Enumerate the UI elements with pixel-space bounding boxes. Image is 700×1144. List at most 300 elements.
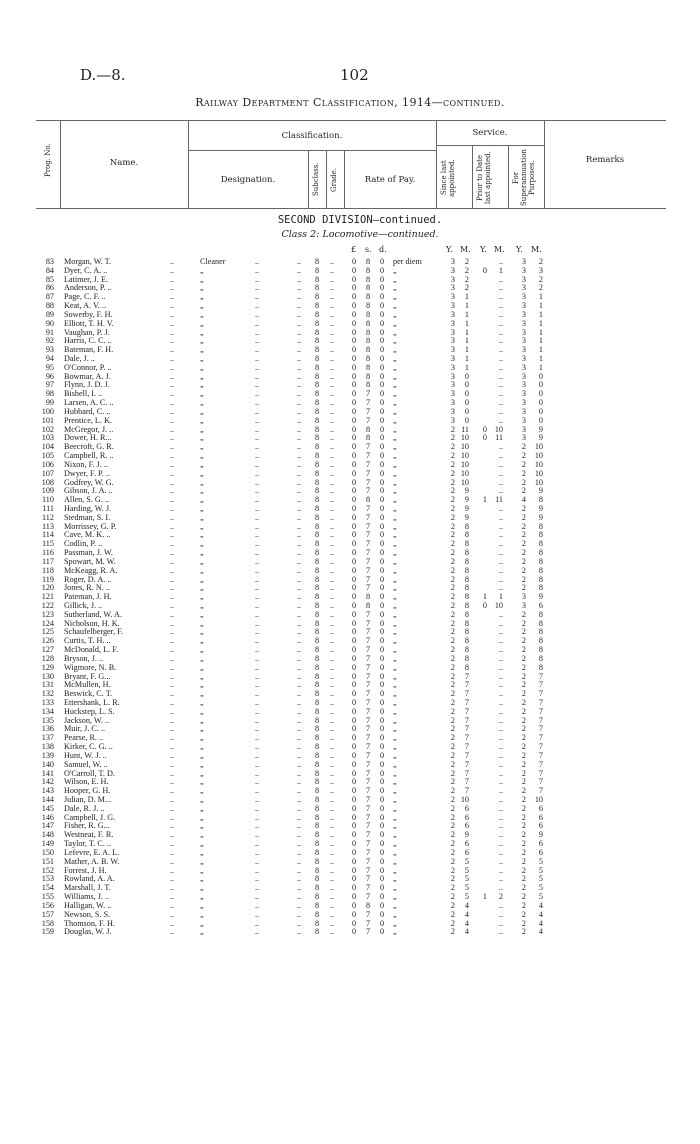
prior-months: .. bbox=[498, 812, 503, 822]
leader-dots: .. bbox=[330, 433, 335, 443]
pay-pence: 0 bbox=[380, 909, 385, 919]
pay-pounds: 0 bbox=[352, 503, 357, 513]
leader-dots: .. bbox=[297, 556, 302, 566]
leader-dots: .. bbox=[297, 592, 302, 602]
prior-months: .. bbox=[498, 442, 503, 452]
table-row bbox=[0, 857, 700, 866]
subclass: 8 bbox=[315, 583, 320, 593]
since-last-years: 2 bbox=[450, 759, 455, 769]
prior-months: .. bbox=[498, 777, 503, 787]
prior-months: 11 bbox=[495, 495, 503, 505]
pay-pounds: 0 bbox=[352, 327, 357, 337]
since-last-months: 10 bbox=[460, 459, 469, 469]
pay-shillings: 7 bbox=[366, 583, 371, 593]
prog-no: 95 bbox=[45, 362, 54, 372]
subclass: 8 bbox=[315, 662, 320, 672]
designation: „ bbox=[200, 768, 204, 778]
staff-name: Campbell, J. G. bbox=[64, 812, 116, 822]
pay-shillings: 7 bbox=[366, 671, 371, 681]
super-years: 2 bbox=[521, 812, 526, 822]
leader-dots: .. bbox=[330, 830, 335, 840]
super-years: 3 bbox=[521, 424, 526, 434]
super-years: 2 bbox=[521, 636, 526, 646]
prior-months: .. bbox=[498, 636, 503, 646]
designation: „ bbox=[200, 847, 204, 857]
leader-dots: .. bbox=[255, 689, 260, 699]
subclass: 8 bbox=[315, 398, 320, 408]
leader-dots: .. bbox=[170, 371, 175, 381]
designation: „ bbox=[200, 592, 204, 602]
super-years: 3 bbox=[521, 433, 526, 443]
leader-dots: .. bbox=[297, 442, 302, 452]
since-last-years: 2 bbox=[450, 548, 455, 558]
leader-dots: .. bbox=[297, 856, 302, 866]
pay-period: „ bbox=[393, 847, 397, 857]
prog-no: 84 bbox=[45, 265, 54, 275]
leader-dots: .. bbox=[255, 354, 260, 364]
leader-dots: .. bbox=[330, 468, 335, 478]
pay-pounds: 0 bbox=[352, 883, 357, 893]
subclass-header: Subclass. bbox=[312, 162, 320, 196]
subclass: 8 bbox=[315, 433, 320, 443]
leader-dots: .. bbox=[330, 671, 335, 681]
table-row bbox=[0, 486, 700, 495]
since-last-months: 0 bbox=[464, 398, 469, 408]
pay-period: „ bbox=[393, 451, 397, 461]
super-months: 9 bbox=[538, 592, 543, 602]
since-last-months: 10 bbox=[460, 451, 469, 461]
pay-shillings: 7 bbox=[366, 706, 371, 716]
staff-name: Campbell, R. .. bbox=[64, 451, 114, 461]
designation: „ bbox=[200, 530, 204, 540]
staff-name: Harris, C. C. .. bbox=[64, 336, 112, 346]
prog-no: 83 bbox=[45, 257, 54, 266]
prior-months: .. bbox=[498, 389, 503, 399]
pay-pence: 0 bbox=[380, 750, 385, 760]
leader-dots: .. bbox=[297, 812, 302, 822]
leader-dots: .. bbox=[330, 918, 335, 928]
leader-dots: .. bbox=[297, 768, 302, 778]
super-years: 3 bbox=[521, 327, 526, 337]
prog-no: 93 bbox=[45, 345, 54, 355]
since-last-months: 9 bbox=[464, 512, 469, 522]
since-last-months: 5 bbox=[464, 874, 469, 884]
table-row bbox=[0, 266, 700, 275]
designation: „ bbox=[200, 433, 204, 443]
pay-period: „ bbox=[393, 821, 397, 831]
leader-dots: .. bbox=[330, 742, 335, 752]
leader-dots: .. bbox=[170, 451, 175, 461]
pay-period: „ bbox=[393, 309, 397, 319]
since-last-years: 2 bbox=[450, 627, 455, 637]
leader-dots: .. bbox=[255, 918, 260, 928]
designation: „ bbox=[200, 283, 204, 293]
prog-no: 118 bbox=[42, 565, 54, 575]
table-row bbox=[0, 478, 700, 487]
since-last-years: 2 bbox=[450, 592, 455, 602]
pay-pence: 0 bbox=[380, 627, 385, 637]
super-months: 8 bbox=[538, 653, 543, 663]
since-last-years: 3 bbox=[450, 257, 455, 266]
subclass: 8 bbox=[315, 742, 320, 752]
super-months: 8 bbox=[538, 662, 543, 672]
leader-dots: .. bbox=[255, 318, 260, 328]
since-last-years: 2 bbox=[450, 609, 455, 619]
super-years: 2 bbox=[521, 662, 526, 672]
super-months: 8 bbox=[538, 627, 543, 637]
prior-months: .. bbox=[498, 786, 503, 796]
prog-no: 107 bbox=[41, 468, 54, 478]
super-months: 1 bbox=[538, 354, 543, 364]
prog-no: 85 bbox=[45, 274, 54, 284]
subclass: 8 bbox=[315, 327, 320, 337]
staff-name: Dower, H. R... bbox=[64, 433, 112, 443]
super-years: 3 bbox=[521, 283, 526, 293]
since-last-years: 3 bbox=[450, 362, 455, 372]
prog-no: 105 bbox=[41, 451, 54, 461]
leader-dots: .. bbox=[170, 909, 175, 919]
pay-pounds: 0 bbox=[352, 512, 357, 522]
leader-dots: .. bbox=[255, 636, 260, 646]
leader-dots: .. bbox=[255, 565, 260, 575]
leader-dots: .. bbox=[255, 768, 260, 778]
super-years: 2 bbox=[521, 733, 526, 743]
super-years: 3 bbox=[521, 415, 526, 425]
designation: „ bbox=[200, 812, 204, 822]
table-row bbox=[0, 927, 700, 936]
leader-dots: .. bbox=[330, 653, 335, 663]
super-years: 2 bbox=[521, 583, 526, 593]
table-row bbox=[0, 786, 700, 795]
super-months: 7 bbox=[538, 680, 543, 690]
staff-name: Hunt, W. J. .. bbox=[64, 750, 107, 760]
super-months: 6 bbox=[538, 803, 543, 813]
super-months: 1 bbox=[538, 301, 543, 311]
pay-shillings: 8 bbox=[366, 354, 371, 364]
super-years: 2 bbox=[521, 442, 526, 452]
unit-years: Y. bbox=[446, 245, 453, 254]
pay-period: „ bbox=[393, 662, 397, 672]
leader-dots: .. bbox=[170, 812, 175, 822]
table-row bbox=[0, 813, 700, 822]
pay-period: „ bbox=[393, 301, 397, 311]
pay-period: „ bbox=[393, 900, 397, 910]
subclass: 8 bbox=[315, 689, 320, 699]
leader-dots: .. bbox=[255, 662, 260, 672]
since-last-years: 2 bbox=[450, 539, 455, 549]
leader-dots: .. bbox=[170, 750, 175, 760]
staff-name: Morgan, W. T. bbox=[64, 257, 112, 266]
table-row bbox=[0, 398, 700, 407]
prior-months: .. bbox=[498, 468, 503, 478]
leader-dots: .. bbox=[170, 733, 175, 743]
prog-no: 99 bbox=[45, 398, 54, 408]
pay-pounds: 0 bbox=[352, 839, 357, 849]
pay-period: „ bbox=[393, 803, 397, 813]
leader-dots: .. bbox=[330, 733, 335, 743]
pay-pounds: 0 bbox=[352, 759, 357, 769]
since-last-years: 2 bbox=[450, 503, 455, 513]
pay-shillings: 8 bbox=[366, 327, 371, 337]
super-months: 7 bbox=[538, 742, 543, 752]
leader-dots: .. bbox=[170, 645, 175, 655]
prog-no: 113 bbox=[42, 521, 54, 531]
subclass: 8 bbox=[315, 345, 320, 355]
pay-pence: 0 bbox=[380, 759, 385, 769]
prior-months: .. bbox=[498, 477, 503, 487]
leader-dots: .. bbox=[170, 680, 175, 690]
pay-period: „ bbox=[393, 750, 397, 760]
super-months: 7 bbox=[538, 768, 543, 778]
pay-pence: 0 bbox=[380, 556, 385, 566]
leader-dots: .. bbox=[255, 839, 260, 849]
designation: „ bbox=[200, 706, 204, 716]
since-last-months: 2 bbox=[464, 283, 469, 293]
designation: „ bbox=[200, 786, 204, 796]
designation: „ bbox=[200, 389, 204, 399]
super-months: 4 bbox=[538, 900, 543, 910]
designation: „ bbox=[200, 345, 204, 355]
table-row bbox=[0, 751, 700, 760]
since-last-years: 2 bbox=[450, 865, 455, 875]
table-row bbox=[0, 425, 700, 434]
prior-months: .. bbox=[498, 556, 503, 566]
designation: „ bbox=[200, 583, 204, 593]
subclass: 8 bbox=[315, 486, 320, 496]
subclass: 8 bbox=[315, 830, 320, 840]
leader-dots: .. bbox=[255, 265, 260, 275]
prog-no: 114 bbox=[42, 530, 54, 540]
leader-dots: .. bbox=[170, 406, 175, 416]
staff-name: Bowmar, A. J. bbox=[64, 371, 111, 381]
since-last-months: 1 bbox=[464, 354, 469, 364]
since-last-years: 2 bbox=[450, 451, 455, 461]
leader-dots: .. bbox=[255, 442, 260, 452]
super-months: 1 bbox=[538, 345, 543, 355]
staff-name: Mather, A. B. W. bbox=[64, 856, 120, 866]
leader-dots: .. bbox=[170, 380, 175, 390]
leader-dots: .. bbox=[255, 609, 260, 619]
super-years: 2 bbox=[521, 847, 526, 857]
super-months: 6 bbox=[538, 847, 543, 857]
leader-dots: .. bbox=[255, 433, 260, 443]
table-row bbox=[0, 866, 700, 875]
table-row bbox=[0, 724, 700, 733]
since-last-months: 7 bbox=[464, 786, 469, 796]
super-years: 2 bbox=[521, 459, 526, 469]
subclass: 8 bbox=[315, 451, 320, 461]
leader-dots: .. bbox=[255, 856, 260, 866]
since-last-months: 8 bbox=[464, 539, 469, 549]
since-last-years: 2 bbox=[450, 883, 455, 893]
leader-dots: .. bbox=[297, 742, 302, 752]
prog-no: 149 bbox=[41, 839, 54, 849]
leader-dots: .. bbox=[255, 257, 260, 266]
pay-period: „ bbox=[393, 653, 397, 663]
leader-dots: .. bbox=[330, 786, 335, 796]
unit-shillings: s. bbox=[365, 245, 372, 254]
leader-dots: .. bbox=[170, 433, 175, 443]
pay-pounds: 0 bbox=[352, 812, 357, 822]
pay-pence: 0 bbox=[380, 900, 385, 910]
prog-no-header: Prog. No. bbox=[44, 143, 52, 177]
table-row bbox=[0, 539, 700, 548]
staff-name: Schaufelberger, F. bbox=[64, 627, 124, 637]
super-years: 2 bbox=[521, 768, 526, 778]
pay-pence: 0 bbox=[380, 795, 385, 805]
leader-dots: .. bbox=[255, 592, 260, 602]
pay-shillings: 8 bbox=[366, 592, 371, 602]
designation: „ bbox=[200, 451, 204, 461]
prog-no: 104 bbox=[41, 442, 54, 452]
super-months: 4 bbox=[538, 909, 543, 919]
leader-dots: .. bbox=[330, 680, 335, 690]
prior-months: .. bbox=[498, 645, 503, 655]
since-last-years: 2 bbox=[450, 830, 455, 840]
pay-pounds: 0 bbox=[352, 495, 357, 505]
designation: „ bbox=[200, 495, 204, 505]
super-years: 3 bbox=[521, 354, 526, 364]
pay-period: „ bbox=[393, 283, 397, 293]
leader-dots: .. bbox=[297, 362, 302, 372]
leader-dots: .. bbox=[170, 689, 175, 699]
leader-dots: .. bbox=[330, 556, 335, 566]
since-last-months: 7 bbox=[464, 750, 469, 760]
table-row bbox=[0, 301, 700, 310]
pay-pounds: 0 bbox=[352, 274, 357, 284]
prog-no: 90 bbox=[45, 318, 54, 328]
super-months: 6 bbox=[538, 812, 543, 822]
leader-dots: .. bbox=[255, 645, 260, 655]
super-years: 2 bbox=[521, 530, 526, 540]
super-years: 2 bbox=[521, 918, 526, 928]
leader-dots: .. bbox=[330, 909, 335, 919]
pay-pounds: 0 bbox=[352, 618, 357, 628]
since-last-months: 0 bbox=[464, 371, 469, 381]
subclass: 8 bbox=[315, 415, 320, 425]
pay-shillings: 7 bbox=[366, 724, 371, 734]
leader-dots: .. bbox=[330, 600, 335, 610]
super-months: 9 bbox=[538, 486, 543, 496]
table-row bbox=[0, 760, 700, 769]
designation: „ bbox=[200, 680, 204, 690]
leader-dots: .. bbox=[255, 539, 260, 549]
leader-dots: .. bbox=[330, 609, 335, 619]
table-row bbox=[0, 592, 700, 601]
staff-name: Sowerby, F. H. bbox=[64, 309, 113, 319]
since-last-years: 2 bbox=[450, 645, 455, 655]
prog-no: 121 bbox=[41, 592, 54, 602]
since-last-years: 2 bbox=[450, 459, 455, 469]
pay-shillings: 7 bbox=[366, 786, 371, 796]
service-header: Service. bbox=[472, 128, 508, 138]
staff-name: Page, C. F. .. bbox=[64, 292, 106, 302]
subclass: 8 bbox=[315, 424, 320, 434]
prog-no: 120 bbox=[41, 583, 54, 593]
leader-dots: .. bbox=[170, 821, 175, 831]
prior-months: .. bbox=[498, 371, 503, 381]
since-last-years: 2 bbox=[450, 671, 455, 681]
designation: „ bbox=[200, 301, 204, 311]
subclass: 8 bbox=[315, 574, 320, 584]
document-code: D.—8. bbox=[80, 66, 126, 84]
leader-dots: .. bbox=[330, 354, 335, 364]
pay-period: „ bbox=[393, 909, 397, 919]
prog-no: 131 bbox=[41, 680, 54, 690]
leader-dots: .. bbox=[297, 671, 302, 681]
leader-dots: .. bbox=[330, 927, 335, 937]
designation: „ bbox=[200, 759, 204, 769]
pay-pounds: 0 bbox=[352, 662, 357, 672]
leader-dots: .. bbox=[255, 345, 260, 355]
pay-pence: 0 bbox=[380, 530, 385, 540]
super-years: 2 bbox=[521, 830, 526, 840]
pay-pence: 0 bbox=[380, 662, 385, 672]
staff-name: Bryson, J. .. bbox=[64, 653, 104, 663]
table-row bbox=[0, 257, 700, 266]
designation: „ bbox=[200, 733, 204, 743]
since-last-years: 2 bbox=[450, 847, 455, 857]
super-years: 2 bbox=[521, 803, 526, 813]
super-years: 2 bbox=[521, 574, 526, 584]
prior-months: .. bbox=[498, 768, 503, 778]
prior-months: 1 bbox=[498, 592, 503, 602]
since-last-months: 8 bbox=[464, 521, 469, 531]
table-row bbox=[0, 804, 700, 813]
super-months: 0 bbox=[538, 380, 543, 390]
leader-dots: .. bbox=[297, 451, 302, 461]
since-last-years: 2 bbox=[450, 636, 455, 646]
leader-dots: .. bbox=[297, 274, 302, 284]
leader-dots: .. bbox=[170, 847, 175, 857]
pay-shillings: 8 bbox=[366, 345, 371, 355]
pay-shillings: 8 bbox=[366, 301, 371, 311]
super-months: 0 bbox=[538, 406, 543, 416]
prog-no: 98 bbox=[45, 389, 54, 399]
leader-dots: .. bbox=[170, 609, 175, 619]
designation: „ bbox=[200, 742, 204, 752]
since-last-months: 6 bbox=[464, 839, 469, 849]
leader-dots: .. bbox=[330, 636, 335, 646]
since-last-months: 1 bbox=[464, 336, 469, 346]
super-months: 10 bbox=[534, 442, 543, 452]
prog-no: 150 bbox=[41, 847, 54, 857]
leader-dots: .. bbox=[297, 618, 302, 628]
table-row bbox=[0, 610, 700, 619]
pay-period: „ bbox=[393, 477, 397, 487]
pay-shillings: 7 bbox=[366, 451, 371, 461]
super-months: 1 bbox=[538, 336, 543, 346]
pay-pence: 0 bbox=[380, 389, 385, 399]
leader-dots: .. bbox=[170, 459, 175, 469]
since-last-months: 7 bbox=[464, 671, 469, 681]
leader-dots: .. bbox=[330, 900, 335, 910]
prog-no: 156 bbox=[41, 900, 54, 910]
leader-dots: .. bbox=[297, 371, 302, 381]
pay-shillings: 7 bbox=[366, 627, 371, 637]
prior-months: .. bbox=[498, 759, 503, 769]
since-last-years: 3 bbox=[450, 398, 455, 408]
super-years: 3 bbox=[521, 309, 526, 319]
pay-pence: 0 bbox=[380, 257, 385, 266]
leader-dots: .. bbox=[297, 715, 302, 725]
leader-dots: .. bbox=[170, 424, 175, 434]
pay-pence: 0 bbox=[380, 742, 385, 752]
since-last-years: 3 bbox=[450, 292, 455, 302]
super-years: 2 bbox=[521, 609, 526, 619]
unit-months: M. bbox=[460, 245, 471, 254]
subclass: 8 bbox=[315, 900, 320, 910]
